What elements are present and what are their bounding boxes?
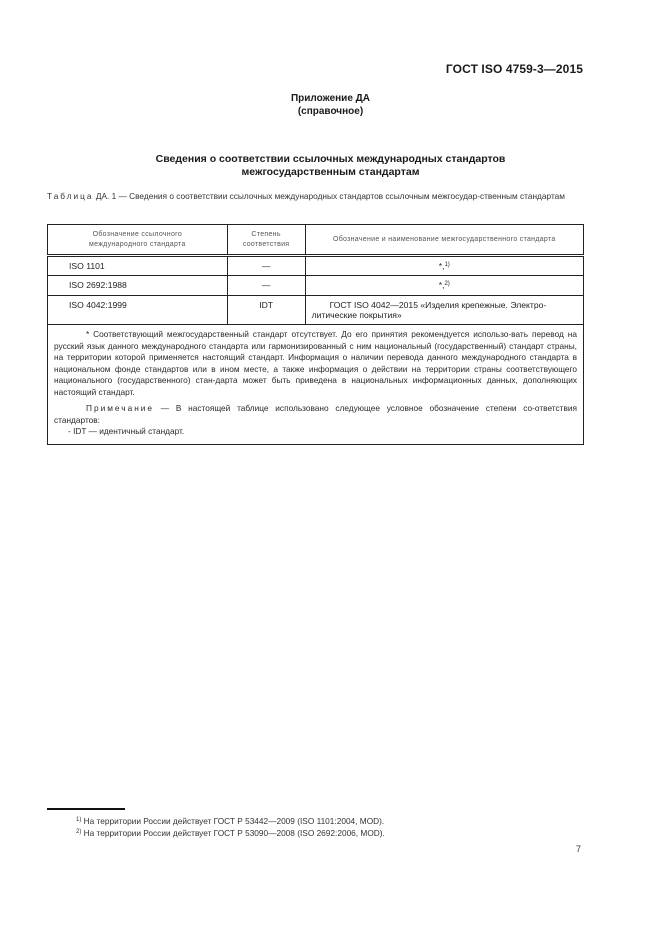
table-caption [47, 191, 583, 203]
footnotes [76, 815, 385, 839]
table-header-row [48, 225, 584, 256]
table-note-row [48, 325, 584, 445]
footnote-ref-1: 1) [444, 262, 450, 268]
note-paragraph [54, 403, 577, 426]
cell-gost: *,$^{1)}$ [305, 256, 583, 276]
section-title [0, 153, 661, 179]
note-label: Примечание [86, 403, 155, 413]
table-row [48, 256, 584, 276]
note-star: * Соответствующий межгосударственный стандарт отсутствует. До его принятия рекомендуется использо-вать перевод на русский язык данного международного стандарта или гармонизированный с ним национальный (государственный) стандарт страны, на территории которой применяется настоящий стандарт. Информация о наличии перевода данного международного стандарта в национальном фонде стандартов или в ином месте, а также информация о действии на территории страны соответствующего национального (государственного) стан-дарта может быть приведена в национальных информационных данных, дополняющих настоящий стандарт. [54, 329, 577, 397]
document-code: ГОСТ ISO 4759-3—2015 [445, 62, 583, 76]
column-header-ref: Обозначение ссылочного международного стандарта [48, 225, 228, 256]
table-caption-label: Таблица [47, 191, 94, 201]
note-text: — В настоящей таблице использовано следующее условное обозначение степени со-ответствия стандартов: [54, 403, 577, 425]
footnote-2: $^{2)}$ На территории России действует ГОСТ Р 53090—2008 (ISO 2692:2006, MOD). [76, 828, 385, 838]
cell-ref: ISO 1101 [48, 256, 228, 276]
column-header-degree: Степень соответствия [227, 225, 305, 256]
annex-subtitle: (справочное) [297, 106, 364, 117]
column-header-gost: Обозначение и наименование межгосударственного стандарта [305, 225, 583, 256]
footnote-divider [47, 808, 125, 810]
cell-degree: — [227, 256, 305, 276]
note-item: - IDT — идентичный стандарт. [68, 426, 185, 436]
section-title-line-1: Сведения о соответствии ссылочных международных стандартов [155, 153, 506, 165]
cell-degree: — [227, 276, 305, 296]
table-caption-text: ДА. 1 — Сведения о соответствии ссылочных международных стандартов ссылочным межгосудар-ственным стандартам [93, 191, 565, 201]
standards-table [47, 224, 584, 445]
footnote-1: $^{1)}$ На территории России действует ГОСТ Р 53442—2009 (ISO 1101:2004, MOD). [76, 816, 385, 826]
cell-gost: *,$^{2)}$ [305, 276, 583, 296]
table-row [48, 276, 584, 296]
cell-gost: ГОСТ ISO 4042—2015 «Изделия крепежные. Электро-литические покрытия» [305, 296, 583, 325]
page-number: 7 [576, 844, 582, 854]
annex-title: Приложение ДА [290, 93, 371, 104]
cell-degree: IDT [227, 296, 305, 325]
annex-heading [0, 92, 661, 118]
table-row [48, 296, 584, 325]
cell-ref: ISO 2692:1988 [48, 276, 228, 296]
table-note [48, 325, 584, 445]
section-title-line-2: межгосударственным стандартам [241, 166, 420, 178]
footnote-ref-2: 2) [444, 281, 450, 287]
cell-ref: ISO 4042:1999 [48, 296, 228, 325]
